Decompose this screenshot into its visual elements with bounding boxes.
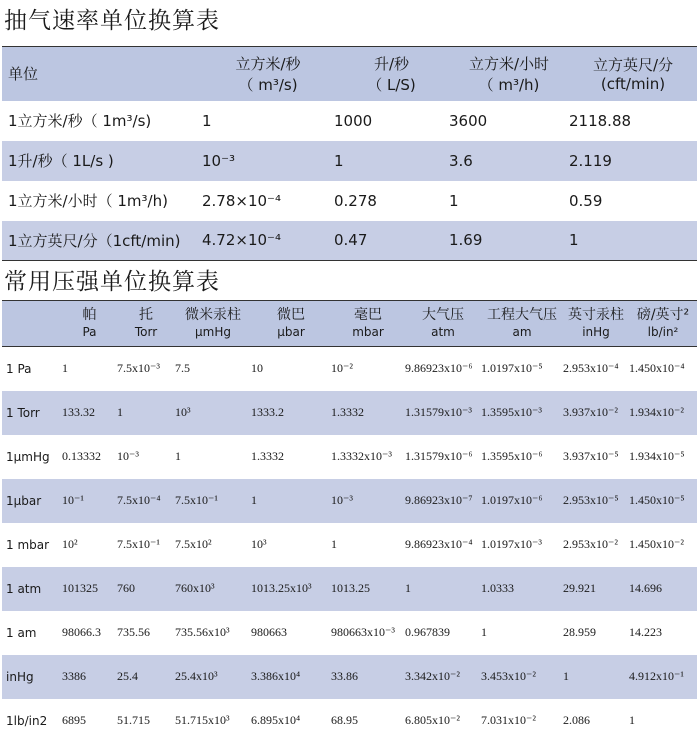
value-cell: 7.5x10² (175, 537, 212, 551)
value-cell: 33.86 (331, 669, 358, 683)
value-cell: 1333.2 (251, 405, 284, 419)
table-row (2, 391, 697, 435)
table-row (2, 567, 697, 611)
table-row (2, 479, 697, 523)
table-row (2, 435, 697, 479)
value-cell: 7.031x10⁻² (481, 713, 536, 727)
value-cell: 1.450x10⁻⁵ (629, 493, 685, 507)
pressure-conversion-table (2, 300, 697, 743)
value-cell: 9.86923x10⁻⁶ (405, 361, 473, 376)
value-cell: 1.69 (449, 231, 483, 250)
header-cell: 单位 (8, 65, 39, 84)
value-cell: 1 (251, 493, 257, 507)
value-cell: 9.86923x10⁻⁷ (405, 493, 473, 507)
value-cell: 1 (331, 537, 337, 551)
value-cell: 1.934x10⁻⁵ (629, 449, 685, 463)
value-cell: 3.937x10⁻⁵ (563, 449, 619, 463)
header-cell: 磅/英寸² lb/in² (636, 306, 690, 339)
header-cell: 立方米/秒 （ m³/s) (235, 54, 301, 94)
header-cell: 托 Torr (134, 306, 158, 339)
value-cell: 6.805x10⁻² (405, 713, 460, 727)
header-cell: 微米汞柱 µmHg (185, 306, 241, 339)
value-cell: 1.450x10⁻² (629, 537, 684, 551)
value-cell: 2.086 (563, 713, 590, 727)
header-cell: 帕 Pa (82, 306, 97, 339)
table-row (2, 101, 697, 141)
value-cell: 10⁻¹ (62, 493, 84, 507)
value-cell: 1 (563, 669, 569, 683)
value-cell: 1.3595x10⁻³ (481, 405, 542, 419)
value-cell: 28.959 (563, 625, 596, 639)
value-cell: 1.31579x10⁻⁶ (405, 449, 473, 463)
value-cell: 1 (202, 111, 212, 130)
value-cell: 1 (117, 405, 123, 419)
value-cell: 1 (175, 449, 181, 463)
row-label-cell: 1lb/in2 (6, 713, 48, 728)
value-cell: 1 (334, 151, 344, 170)
value-cell: 0.967839 (405, 625, 450, 639)
row-label-cell: 1 am (6, 625, 37, 640)
value-cell: 68.95 (331, 713, 358, 727)
value-cell: 10³ (175, 405, 191, 419)
value-cell: 1013.25x10³ (251, 581, 312, 595)
row-label-cell: 1 Torr (6, 405, 40, 420)
header-cell: 大气压 atm (422, 306, 464, 339)
table-row (2, 523, 697, 567)
value-cell: 14.223 (629, 625, 662, 639)
row-label-cell: 1 Pa (6, 361, 32, 376)
value-cell: 1000 (334, 111, 373, 130)
value-cell: 0.59 (569, 191, 603, 210)
value-cell: 3.342x10⁻² (405, 669, 460, 683)
value-cell: 760 (117, 581, 135, 595)
value-cell: 3.6 (449, 151, 473, 170)
value-cell: 10² (62, 537, 78, 551)
row-label-cell: 1 atm (6, 581, 42, 596)
value-cell: 1.934x10⁻² (629, 405, 684, 419)
row-label-cell: inHg (6, 669, 34, 684)
row-label-cell: 1立方英尺/分（1cft/min) (8, 231, 181, 250)
header-cell: 工程大气压 am (487, 306, 557, 339)
row-label-cell: 1µmHg (6, 449, 50, 464)
value-cell: 1.3595x10⁻⁶ (481, 449, 543, 463)
table-row (2, 347, 697, 391)
value-cell: 51.715 (117, 713, 150, 727)
table-row (2, 611, 697, 655)
value-cell: 1.450x10⁻⁴ (629, 361, 685, 376)
value-cell: 7.5x10⁻⁴ (117, 493, 161, 507)
value-cell: 9.86923x10⁻⁴ (405, 537, 473, 551)
value-cell: 29.921 (563, 581, 596, 595)
header-cell: 立方米/小时 （ m³/h) (468, 54, 550, 94)
value-cell: 1 (569, 231, 579, 250)
row-label-cell: 1升/秒（ 1L/s ) (8, 152, 114, 170)
value-cell: 3.937x10⁻² (563, 405, 618, 419)
value-cell: 1.3332 (331, 405, 364, 419)
value-cell: 980663x10⁻³ (331, 625, 395, 639)
value-cell: 25.4x10³ (175, 669, 218, 683)
table-header-row (2, 301, 697, 347)
value-cell: 133.32 (62, 405, 95, 419)
value-cell: 6895 (62, 713, 86, 727)
value-cell: 1.0197x10⁻⁵ (481, 361, 543, 376)
value-cell: 3.453x10⁻² (481, 669, 536, 683)
table-row (2, 655, 697, 699)
value-cell: 2118.88 (569, 111, 632, 130)
value-cell: 1 (62, 361, 68, 376)
value-cell: 10⁻³ (202, 151, 236, 170)
value-cell: 7.5x10⁻¹ (175, 493, 218, 507)
table-row (2, 221, 697, 261)
value-cell: 7.5 (175, 361, 190, 376)
value-cell: 14.696 (629, 581, 662, 595)
value-cell: 98066.3 (62, 625, 101, 639)
value-cell: 25.4 (117, 669, 138, 683)
value-cell: 10⁻² (331, 361, 353, 376)
value-cell: 1.0197x10⁻³ (481, 537, 542, 551)
value-cell: 1.0333 (481, 581, 514, 595)
value-cell: 735.56x10³ (175, 625, 230, 639)
header-cell (2, 301, 62, 347)
value-cell: 10³ (251, 537, 267, 551)
row-label-cell: 1µbar (6, 493, 42, 508)
value-cell: 3386 (62, 669, 86, 683)
value-cell: 3600 (449, 111, 488, 130)
airflow-table-title: 抽气速率单位换算表 (4, 8, 220, 34)
value-cell: 0.47 (334, 231, 368, 250)
header-cell: 微巴 µbar (277, 306, 305, 339)
pressure-table-title: 常用压强单位换算表 (4, 269, 220, 295)
value-cell: 7.5x10⁻³ (117, 361, 160, 376)
value-cell: 980663 (251, 625, 287, 639)
value-cell: 3.386x10⁴ (251, 669, 301, 683)
value-cell: 2.119 (569, 151, 612, 170)
value-cell: 1.3332 (251, 449, 284, 463)
row-label-cell: 1立方米/秒（ 1m³/s) (8, 112, 152, 130)
value-cell: 101325 (62, 581, 98, 595)
value-cell: 10⁻³ (117, 449, 139, 463)
value-cell: 10⁻³ (331, 493, 353, 507)
table-row (2, 141, 697, 181)
value-cell: 735.56 (117, 625, 150, 639)
value-cell: 0.13332 (62, 449, 101, 463)
value-cell: 2.78×10⁻⁴ (202, 191, 281, 210)
airflow-conversion-table (2, 46, 697, 261)
value-cell: 2.953x10⁻² (563, 537, 618, 551)
row-label-cell: 1立方米/小时（ 1m³/h) (8, 192, 168, 210)
table-row (2, 181, 697, 221)
value-cell: 4.72×10⁻⁴ (202, 231, 281, 250)
value-cell: 1.0197x10⁻⁶ (481, 493, 543, 507)
value-cell: 1 (629, 713, 635, 727)
value-cell: 760x10³ (175, 581, 215, 595)
value-cell: 10 (251, 361, 263, 376)
value-cell: 2.953x10⁻⁵ (563, 493, 619, 507)
value-cell: 7.5x10⁻¹ (117, 537, 160, 551)
value-cell: 1.3332x10⁻³ (331, 449, 392, 463)
value-cell: 4.912x10⁻¹ (629, 669, 684, 683)
header-cell: 毫巴 mbar (352, 306, 384, 339)
table-header-row (2, 47, 697, 101)
header-cell: 英寸汞柱 inHg (568, 306, 624, 339)
value-cell: 1 (405, 581, 411, 595)
header-cell: 立方英尺/分 (cft/min) (592, 56, 674, 94)
row-label-cell: 1 mbar (6, 537, 50, 552)
value-cell: 51.715x10³ (175, 713, 230, 727)
value-cell: 0.278 (334, 191, 377, 210)
table-row (2, 699, 697, 743)
value-cell: 1.31579x10⁻³ (405, 405, 472, 419)
value-cell: 1 (449, 191, 459, 210)
value-cell: 2.953x10⁻⁴ (563, 361, 619, 376)
value-cell: 6.895x10⁴ (251, 713, 301, 727)
header-cell: 升/秒 （ L/S) (367, 54, 416, 94)
value-cell: 1 (481, 625, 487, 639)
value-cell: 1013.25 (331, 581, 370, 595)
